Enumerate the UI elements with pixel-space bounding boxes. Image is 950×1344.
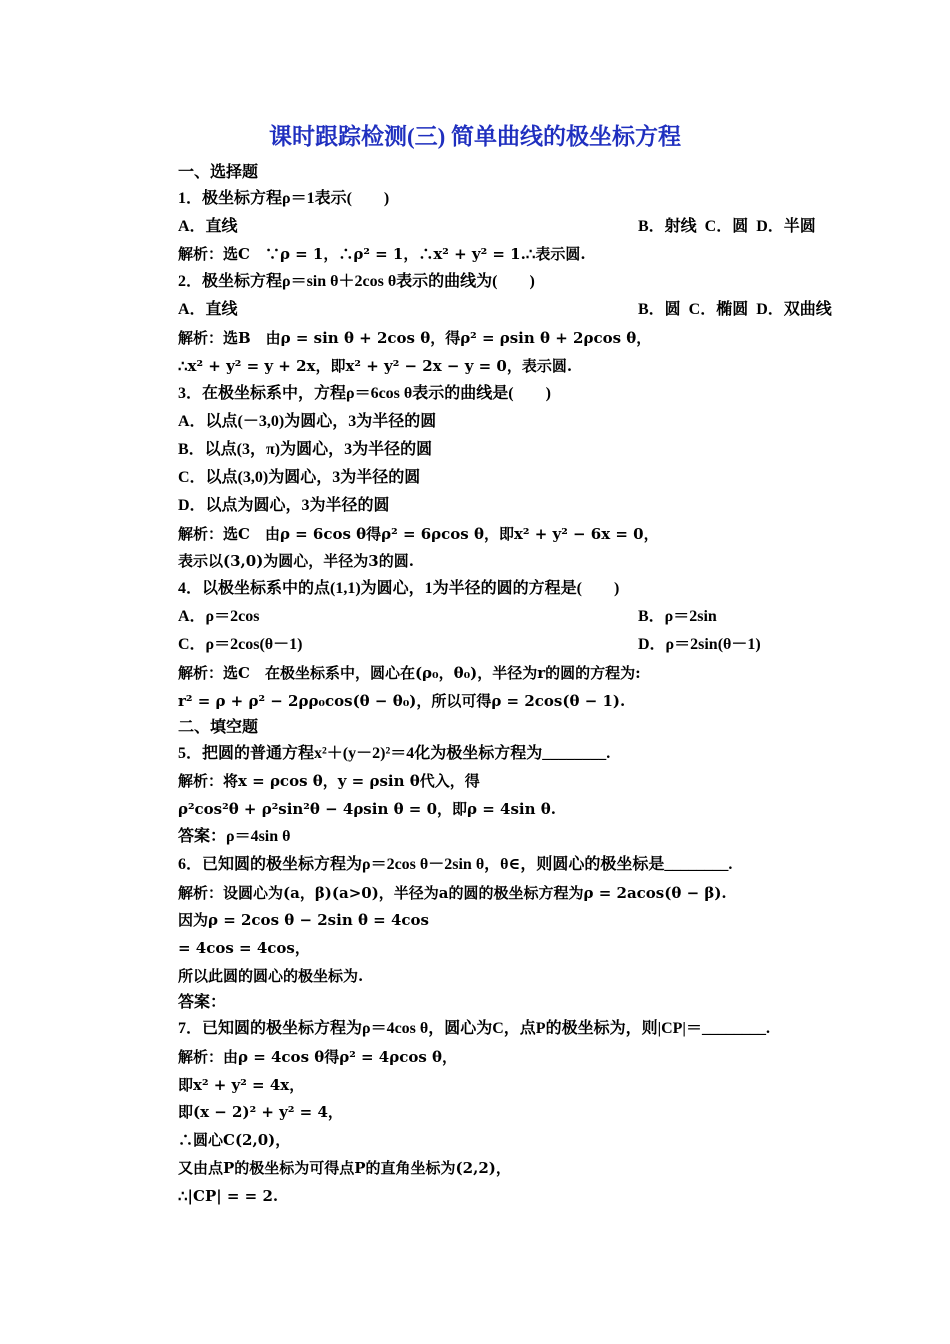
q3-option-b: B．以点(3，π)为圆心，3为半径的圆	[178, 441, 433, 458]
question-6-stem: 6．已知圆的极坐标方程为ρ＝2cos θ－2sin θ，θ∈，则圆心的极坐标是________.	[178, 856, 733, 873]
q2-option-a: A．直线	[178, 301, 238, 318]
q2-analysis-1: 解析：选B 由ρ = sin θ + 2cos θ，得ρ² = ρsin θ + 2ρcos θ，	[178, 329, 652, 347]
q5-answer: 答案：ρ＝4sin θ	[178, 828, 291, 845]
q4-option-b: B．ρ＝2sin	[638, 608, 717, 625]
q6-analysis-2: 因为ρ = 2cos θ − 2sin θ = 4cos	[178, 911, 429, 929]
q4-option-c: C．ρ＝2cos(θ－1)	[178, 636, 303, 653]
q6-analysis-4: 所以此圆的圆心的极坐标为.	[178, 967, 364, 985]
question-5-stem: 5．把圆的普通方程x²＋(y－2)²＝4化为极坐标方程为________.	[178, 745, 611, 762]
q3-option-c: C．以点(3,0)为圆心，3为半径的圆	[178, 469, 421, 486]
question-4-options-ab	[178, 604, 878, 630]
q1-option-bcd: B．射线 C．圆 D．半圆	[638, 218, 816, 235]
q6-analysis-1: 解析：设圆心为(a，β)(a>0)，半径为a的圆的极坐标方程为ρ = 2acos(θ − β).	[178, 884, 727, 902]
q5-analysis-1: 解析：将x = ρcos θ，y = ρsin θ代入，得	[178, 772, 480, 790]
q2-analysis-2: ∴x² + y² = y + 2x，即x² + y² − 2x − y = 0，表示圆.	[178, 357, 573, 375]
q3-analysis-1: 解析：选C 由ρ = 6cos θ得ρ² = 6ρcos θ，即x² + y² − 6x = 0，	[178, 525, 659, 543]
q4-analysis-2: r² = ρ + ρ² − 2ρρ₀cos(θ − θ₀)，所以可得ρ = 2cos(θ − 1).	[178, 692, 626, 710]
question-4-stem: 4．以极坐标系中的点(1,1)为圆心，1为半径的圆的方程是( )	[178, 580, 620, 597]
q6-analysis-3: = 4cos = 4cos，	[178, 939, 310, 957]
q4-option-a: A．ρ＝2cos	[178, 608, 260, 625]
q4-analysis-1: 解析：选C 在极坐标系中，圆心在(ρ₀，θ₀)，半径为r的圆的方程为:	[178, 664, 641, 682]
q3-option-a: A．以点(－3,0)为圆心，3为半径的圆	[178, 413, 437, 430]
question-2-stem: 2．极坐标方程ρ＝sin θ＋2cos θ表示的曲线为( )	[178, 273, 535, 290]
q1-analysis: 解析：选C ∵ρ = 1，∴ρ² = 1，∴x² + y² = 1.∴表示圆.	[178, 245, 586, 263]
question-1-options	[178, 214, 878, 240]
question-3-stem: 3．在极坐标系中，方程ρ＝6cos θ表示的曲线是( )	[178, 385, 551, 402]
question-4-options-cd	[178, 632, 878, 658]
q7-analysis-2: 即x² + y² = 4x，	[178, 1076, 305, 1094]
section-heading-choice: 一、选择题	[178, 164, 259, 181]
q1-option-a: A．直线	[178, 218, 238, 235]
q3-analysis-2: 表示以(3,0)为圆心，半径为3的圆.	[178, 552, 414, 570]
section-heading-fill: 二、填空题	[178, 719, 259, 736]
q6-answer: 答案：	[178, 994, 227, 1011]
q2-option-bcd: B．圆 C．椭圆 D．双曲线	[638, 301, 832, 318]
q7-analysis-4: ∴圆心C(2,0)，	[178, 1131, 291, 1149]
question-2-options	[178, 297, 878, 323]
q7-analysis-6: ∴|CP| = = 2.	[178, 1187, 279, 1205]
q5-analysis-2: ρ²cos²θ + ρ²sin²θ − 4ρsin θ = 0，即ρ = 4sin θ.	[178, 800, 556, 818]
q7-analysis-3: 即(x − 2)² + y² = 4，	[178, 1103, 343, 1121]
q7-analysis-5: 又由点P的极坐标为可得点P的直角坐标为(2,2)，	[178, 1159, 511, 1177]
question-1-stem: 1．极坐标方程ρ＝1表示( )	[178, 190, 390, 207]
page-title: 课时跟踪检测(三) 简单曲线的极坐标方程	[268, 124, 682, 149]
q3-option-d: D．以点为圆心，3为半径的圆	[178, 497, 390, 514]
q7-analysis-1: 解析：由ρ = 4cos θ得ρ² = 4ρcos θ，	[178, 1048, 458, 1066]
q4-option-d: D．ρ＝2sin(θ－1)	[638, 636, 761, 653]
question-7-stem: 7．已知圆的极坐标方程为ρ＝4cos θ，圆心为C，点P的极坐标为，则|CP|＝________.	[178, 1020, 770, 1037]
